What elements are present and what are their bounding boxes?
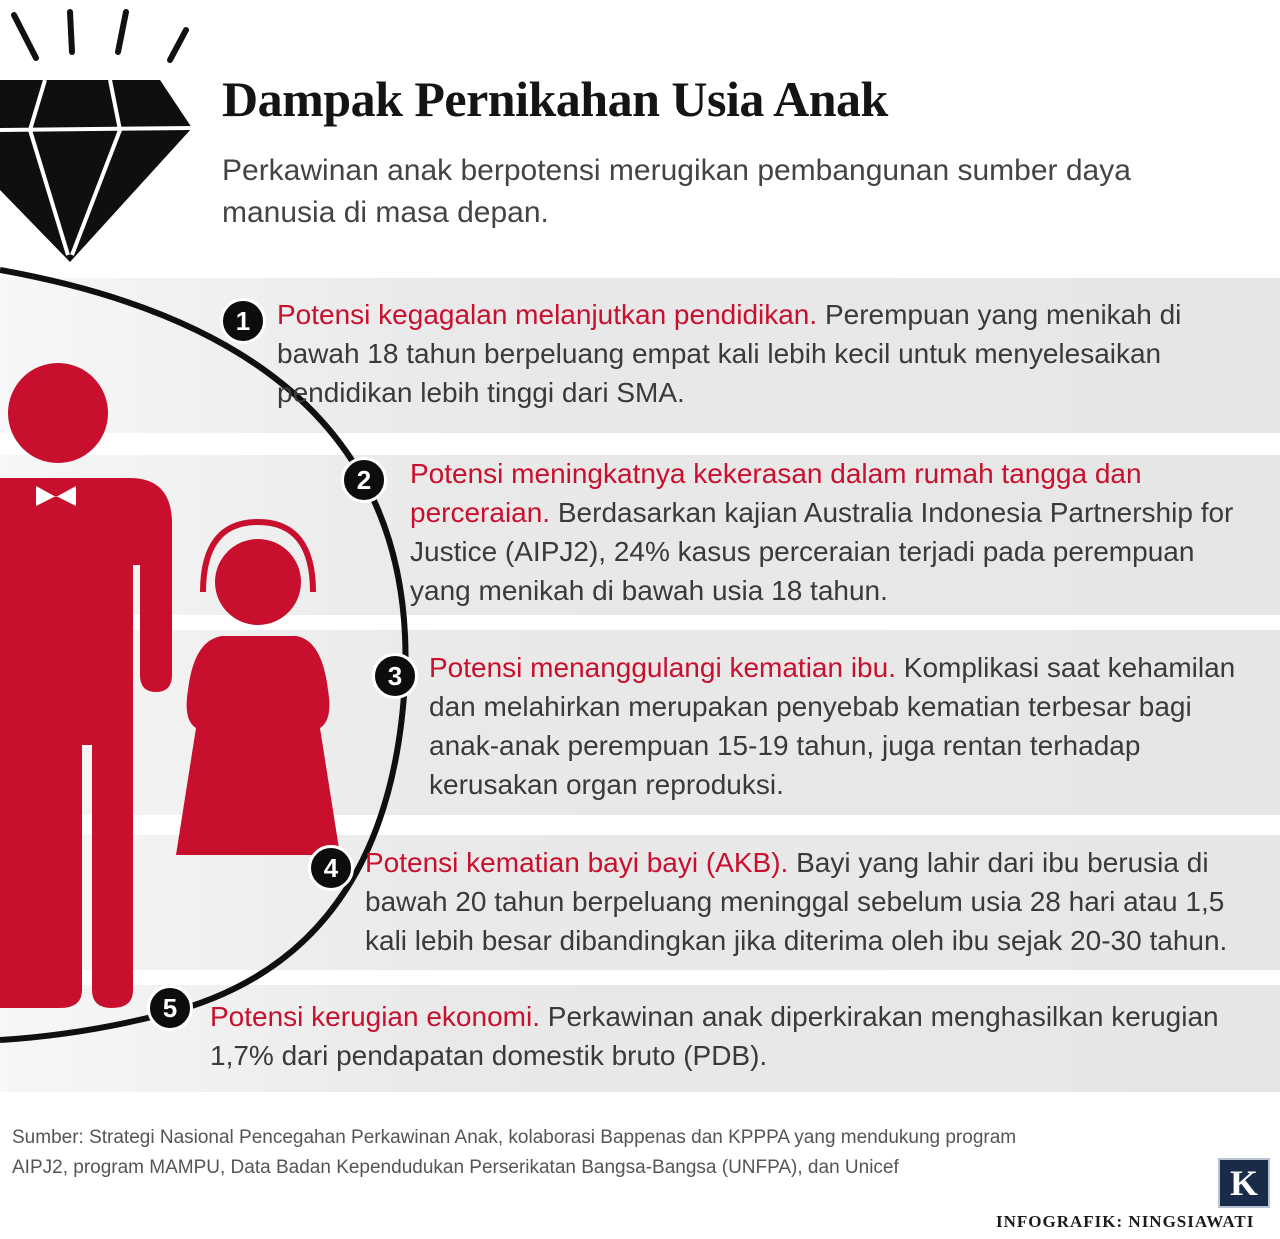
item-1 [277, 295, 1227, 412]
item-1-body: Perempuan yang menikah di bawah 18 tahun berpeluang empat kali lebih kecil untuk menyelesaikan pendidikan lebih tinggi dari SMA. [277, 299, 1182, 408]
item-4-highlight: Potensi kematian bayi bayi (AKB). [365, 847, 789, 878]
badge-4: 4 [308, 845, 354, 891]
item-5-highlight: Potensi kerugian ekonomi. [210, 1001, 540, 1032]
infographic-credit: INFOGRAFIK: NINGSIAWATI [996, 1212, 1255, 1231]
item-1-highlight: Potensi kegagalan melanjutkan pendidikan. [277, 299, 818, 330]
item-3-body: Komplikasi saat kehamilan dan melahirkan merupakan penyebab kematian terbesar bagi anak-anak perempuan 15-19 tahun, juga rentan terhadap kerusakan organ reproduksi. [429, 652, 1236, 800]
publisher-logo: K [1218, 1158, 1270, 1208]
source-note: Sumber: Strategi Nasional Pencegahan Perkawinan Anak, kolaborasi Bappenas dan KPPPA yang mendukung program AIPJ2, program MAMPU, Data Badan Kependudukan Perserikatan Bangsa-Bangsa (UNFPA), dan Unicef [12, 1127, 1017, 1178]
item-5-body: Perkawinan anak diperkirakan menghasilkan kerugian 1,7% dari pendapatan domestik bruto (PDB). [210, 1001, 1219, 1071]
badge-5: 5 [147, 985, 193, 1031]
bride-icon [176, 522, 340, 855]
badge-3: 3 [372, 653, 418, 699]
page-title: Dampak Pernikahan Usia Anak [222, 71, 888, 127]
item-3-highlight: Potensi menanggulangi kematian ibu. [429, 652, 896, 683]
item-4 [365, 843, 1260, 960]
page-subtitle: Perkawinan anak berpotensi merugikan pembangunan sumber daya manusia di masa depan. [222, 154, 1131, 229]
item-5 [210, 997, 1250, 1075]
diamond-icon [0, 80, 192, 262]
item-2-body: Berdasarkan kajian Australia Indonesia Partnership for Justice (AIPJ2), 24% kasus perceraian terjadi pada perempuan yang menikah di bawah usia 18 tahun. [410, 497, 1234, 606]
item-4-body: Bayi yang lahir dari ibu berusia di bawah 20 tahun berpeluang meninggal sebelum usia 28 hari atau 1,5 kali lebih besar dibandingkan jika diterima oleh ibu sejak 20-30 tahun. [365, 847, 1228, 956]
item-3 [429, 648, 1239, 804]
badge-2: 2 [341, 457, 387, 503]
sparkle-lines [14, 12, 186, 60]
badge-1: 1 [220, 298, 266, 344]
item-2-highlight: Potensi meningkatnya kekerasan dalam rumah tangga dan perceraian. [410, 458, 1142, 528]
item-2 [410, 454, 1260, 610]
groom-icon [0, 363, 172, 1008]
